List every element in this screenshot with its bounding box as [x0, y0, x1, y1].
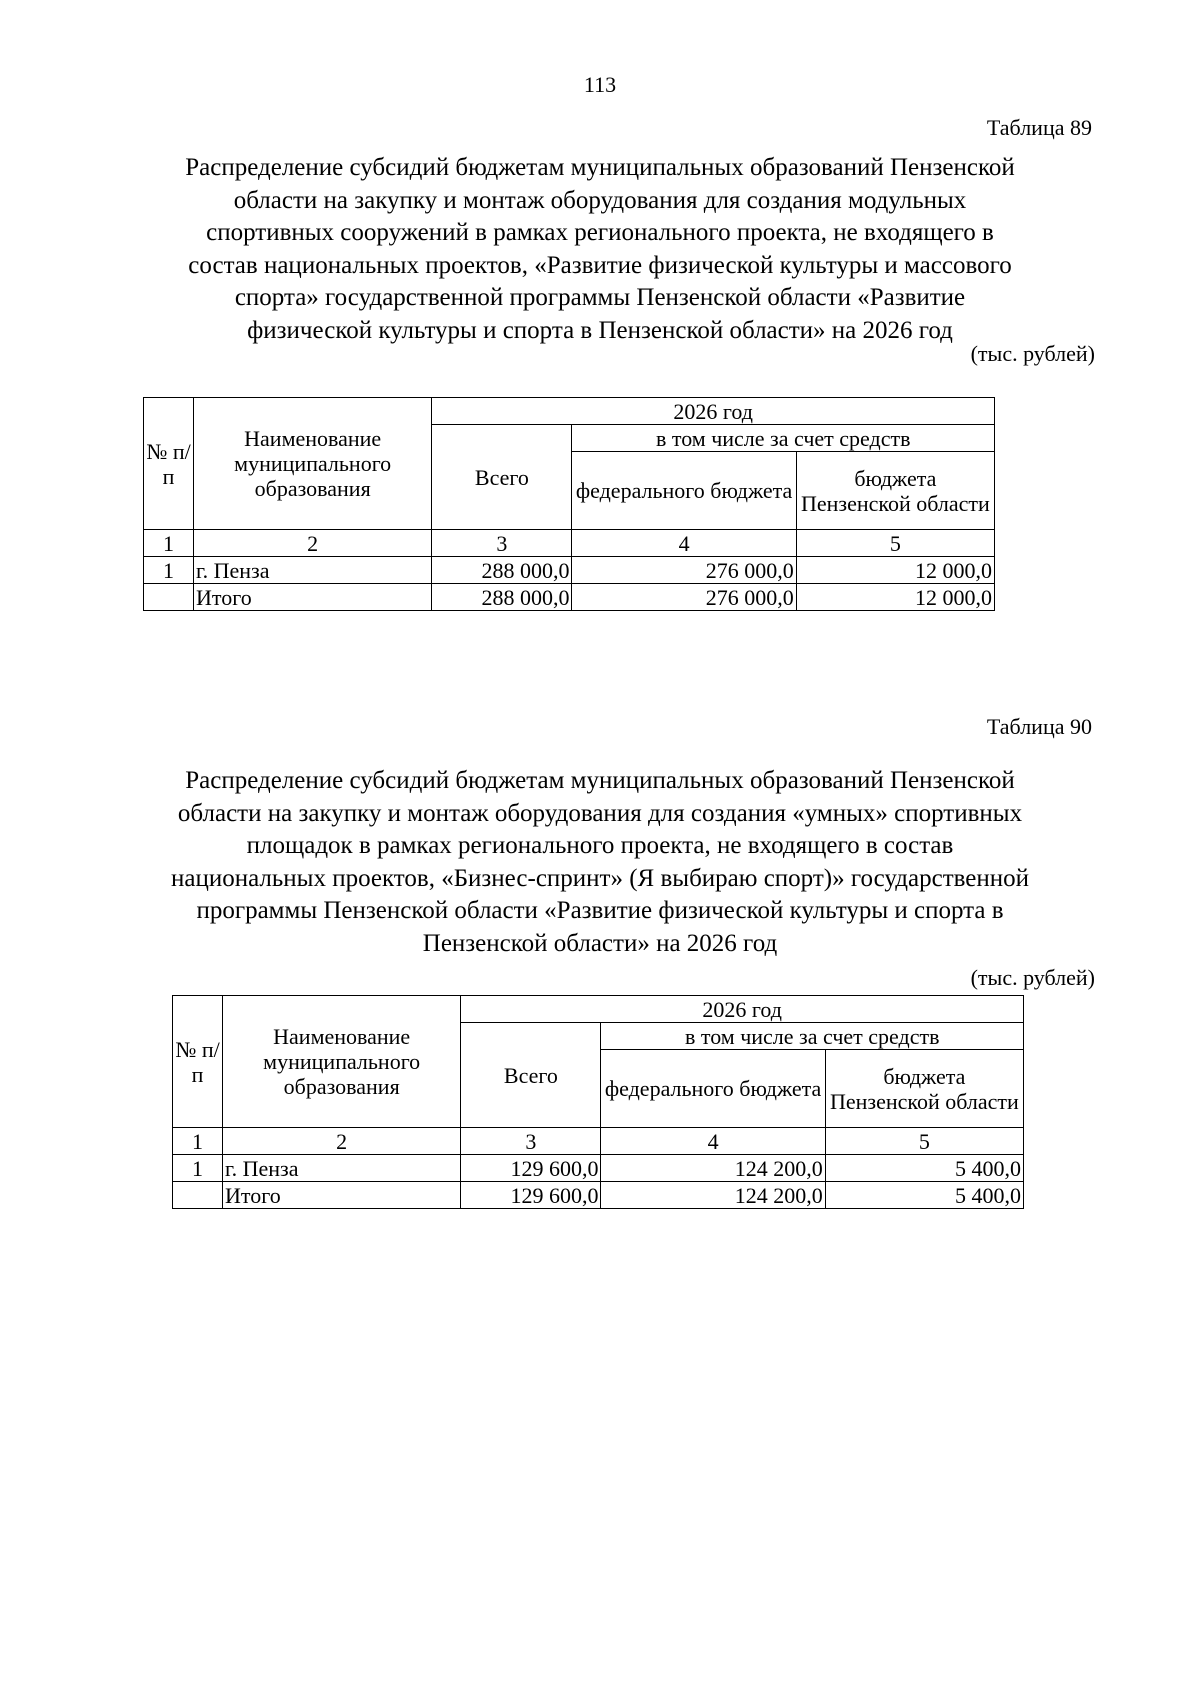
cell-name: г. Пенза [223, 1155, 461, 1182]
col-number: 3 [461, 1128, 601, 1155]
column-numbers-row [144, 530, 995, 557]
header-federal: федерального бюджета [572, 452, 796, 530]
table-total-row [173, 1182, 1024, 1209]
caption-line: программы Пензенской области «Развитие физической культуры и спорта в [196, 897, 1004, 924]
cell-regional: 12 000,0 [796, 557, 994, 584]
header-regional: бюджета Пензенской области [796, 452, 994, 530]
table-caption [100, 152, 1100, 347]
caption-line: национальных проектов, «Бизнес-спринт» (Я выбираю спорт)» государственной [170, 864, 1030, 892]
table-caption [100, 765, 1100, 960]
table-total-row [144, 584, 995, 611]
cell-total: 129 600,0 [461, 1155, 601, 1182]
caption-line: состав национальных проектов, «Развитие физической культуры и массового [188, 251, 1012, 279]
caption-line: физической культуры и спорта в Пензенской области» на 2026 год [247, 316, 953, 344]
subsidy-table [172, 995, 1024, 1209]
cell-total: 129 600,0 [461, 1182, 601, 1209]
header-federal: федерального бюджета [601, 1050, 825, 1128]
cell-federal: 124 200,0 [601, 1182, 825, 1209]
cell-total: 288 000,0 [432, 584, 572, 611]
col-number: 4 [601, 1128, 825, 1155]
cell-regional: 5 400,0 [825, 1182, 1023, 1209]
cell-total: 288 000,0 [432, 557, 572, 584]
header-name: Наименование муниципального образования [194, 398, 432, 530]
header-year: 2026 год [432, 398, 995, 425]
col-number: 5 [825, 1128, 1023, 1155]
cell-name: Итого [223, 1182, 461, 1209]
col-number: 1 [173, 1128, 223, 1155]
col-number: 4 [572, 530, 796, 557]
cell-num [144, 584, 194, 611]
table-row [144, 557, 995, 584]
col-number: 2 [194, 530, 432, 557]
caption-line: области на закупку и монтаж оборудования для создания модульных [233, 186, 967, 214]
caption-line: спорта» государственной программы Пензенской области «Развитие [234, 284, 966, 311]
cell-num: 1 [173, 1155, 223, 1182]
cell-regional: 5 400,0 [825, 1155, 1023, 1182]
header-regional: бюджета Пензенской области [825, 1050, 1023, 1128]
cell-federal: 276 000,0 [572, 584, 796, 611]
header-num: № п/п [144, 398, 194, 530]
header-num: № п/п [173, 996, 223, 1128]
subsidy-table [143, 397, 995, 611]
page-number: 113 [583, 72, 617, 97]
table-label: Таблица 90 [986, 714, 1092, 739]
header-including: в том числе за счет средств [601, 1023, 1024, 1050]
caption-line: спортивных сооружений в рамках регионального проекта, не входящего в [206, 219, 994, 246]
cell-num: 1 [144, 557, 194, 584]
header-total: Всего [432, 425, 572, 530]
table-row [173, 1155, 1024, 1182]
caption-line: Распределение субсидий бюджетам муниципальных образований Пензенской [185, 154, 1015, 181]
cell-name: Итого [194, 584, 432, 611]
caption-line: площадок в рамках регионального проекта, не входящего в состав [246, 832, 954, 859]
caption-line: Пензенской области» на 2026 год [422, 929, 778, 957]
cell-federal: 124 200,0 [601, 1155, 825, 1182]
caption-line: Распределение субсидий бюджетам муниципальных образований Пензенской [185, 767, 1015, 794]
cell-num [173, 1182, 223, 1209]
cell-federal: 276 000,0 [572, 557, 796, 584]
table-label: Таблица 89 [986, 115, 1092, 140]
cell-name: г. Пенза [194, 557, 432, 584]
column-numbers-row [173, 1128, 1024, 1155]
col-number: 1 [144, 530, 194, 557]
header-name: Наименование муниципального образования [223, 996, 461, 1128]
col-number: 3 [432, 530, 572, 557]
caption-line: области на закупку и монтаж оборудования для создания «умных» спортивных [177, 799, 1023, 827]
header-including: в том числе за счет средств [572, 425, 995, 452]
col-number: 2 [223, 1128, 461, 1155]
unit-label: (тыс. рублей) [970, 341, 1095, 366]
header-total: Всего [461, 1023, 601, 1128]
cell-regional: 12 000,0 [796, 584, 994, 611]
unit-label: (тыс. рублей) [970, 965, 1095, 990]
header-year: 2026 год [461, 996, 1024, 1023]
col-number: 5 [796, 530, 994, 557]
